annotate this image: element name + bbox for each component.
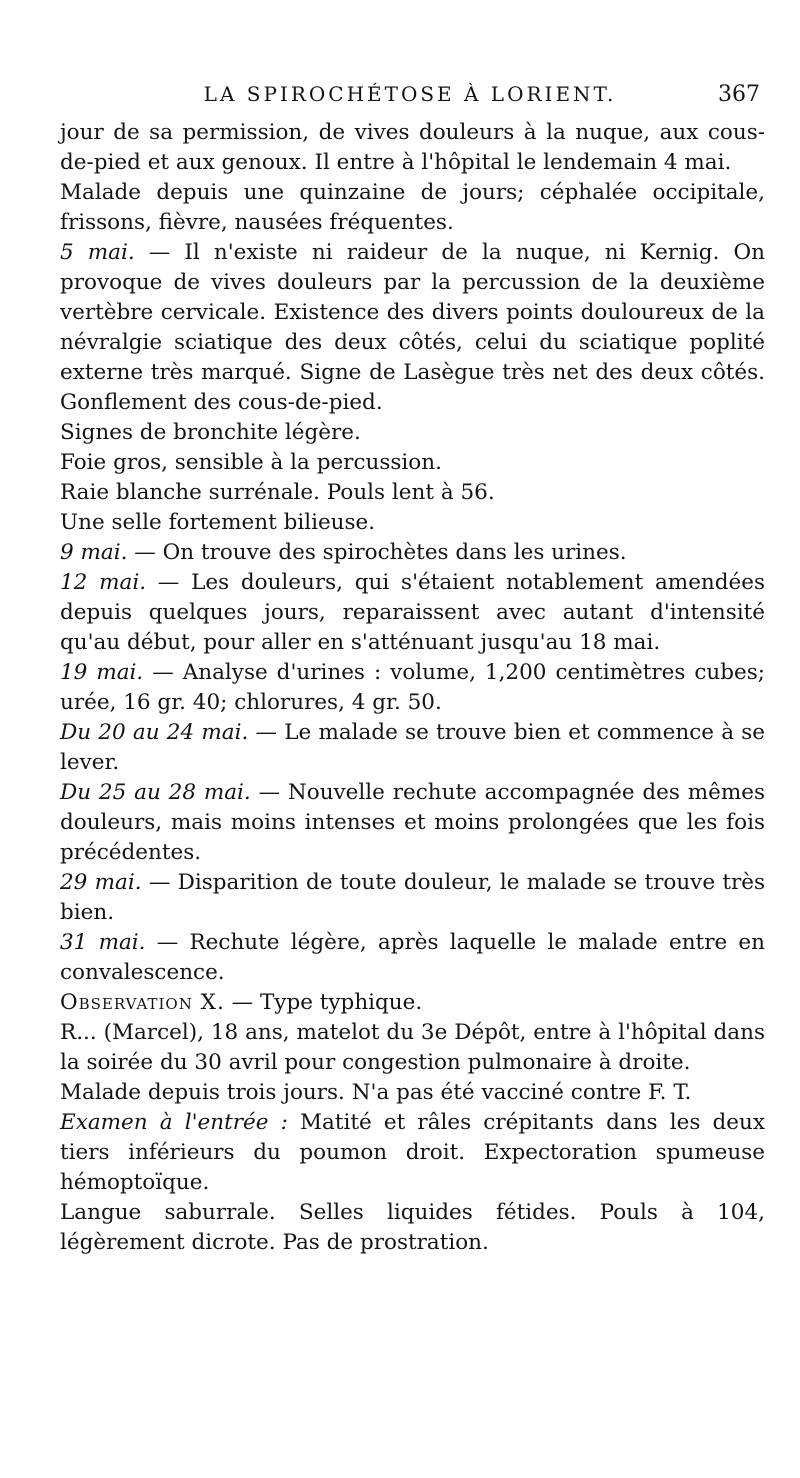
paragraph-continuation: [60, 118, 765, 178]
dated-entry: [60, 868, 765, 928]
entry-date: 5 mai.: [60, 240, 135, 265]
paragraph-text: Signes de bronchite légère.: [60, 420, 361, 445]
paragraph-text: R... (Marcel), 18 ans, matelot du 3e Dépôt, entre à l'hôpital dans la soirée du 30 avril pour congestion pulmonaire à droite.: [60, 1020, 765, 1075]
observation-heading: [60, 988, 765, 1018]
observation-paragraph: [60, 1078, 765, 1108]
entry-date: 12 mai.: [60, 570, 147, 595]
paragraph: [60, 418, 765, 448]
page-body: [60, 118, 765, 1258]
entry-text: — Analyse d'urines : volume, 1,200 centimètres cubes; urée, 16 gr. 40; chlorures, 4 gr. 50.: [60, 660, 766, 715]
paragraph: [60, 178, 765, 238]
entry-text: — Le malade se trouve bien et commence à se lever.: [60, 720, 765, 775]
dated-entry: [60, 928, 765, 988]
entry-date: 19 mai.: [60, 660, 144, 685]
page-header: [60, 80, 760, 112]
dated-entry: [60, 778, 765, 868]
paragraph-text: Malade depuis trois jours. N'a pas été vacciné contre F. T.: [60, 1080, 692, 1105]
entry-text: — Nouvelle rechute accompagnée des mêmes douleurs, mais moins intenses et moins prolongées que les fois précédentes.: [60, 780, 765, 865]
observation-type: — Type typhique.: [224, 990, 423, 1015]
entry-text: — On trouve des spirochètes dans les urines.: [127, 540, 627, 565]
entry-date: 31 mai.: [60, 930, 146, 955]
entry-date: Du 25 au 28 mai.: [60, 780, 251, 805]
entry-text: — Les douleurs, qui s'étaient notablement amendées depuis quelques jours, reparaissent avec autant d'intensité qu'au début, pour aller en s'atténuant jusqu'au 18 mai.: [60, 570, 766, 655]
dated-entry: [60, 568, 765, 658]
paragraph-text: Malade depuis une quinzaine de jours; céphalée occipitale, frissons, fièvre, nausées fréquentes.: [60, 180, 765, 235]
entry-date: Du 20 au 24 mai.: [60, 720, 249, 745]
paragraph-text: jour de sa permission, de vives douleurs à la nuque, aux cous-de-pied et aux genoux. Il entre à l'hôpital le lendemain 4 mai.: [60, 120, 765, 175]
paragraph: [60, 448, 765, 478]
paragraph: [60, 478, 765, 508]
paragraph-text: Matité et râles crépitants dans les deux tiers inférieurs du poumon droit. Expectoration spumeuse hémoptoïque.: [60, 1110, 765, 1195]
paragraph-text: Foie gros, sensible à la percussion.: [60, 450, 442, 475]
observation-paragraph: [60, 1198, 765, 1258]
entry-date: 29 mai.: [60, 870, 142, 895]
paragraph-text: Langue saburrale. Selles liquides fétides. Pouls à 104, légèrement dicrote. Pas de prostration.: [60, 1200, 765, 1255]
entry-text: — Rechute légère, après laquelle le malade entre en convalescence.: [60, 930, 765, 985]
page-number: 367: [718, 82, 760, 107]
paragraph: [60, 508, 765, 538]
observation-title: Observation X.: [60, 990, 225, 1015]
entry-text: — Il n'existe ni raideur de la nuque, ni Kernig. On provoque de vives douleurs par la percussion de la deuxième vertèbre cervicale. Existence des divers points douloureux de la névralgie sciatique des deux côtés, celui du sciatique poplité externe très marqué. Signe de Lasègue très net des deux côtés. Gonflement des cous-de-pied.: [60, 240, 765, 415]
paragraph-text: Raie blanche surrénale. Pouls lent à 56.: [60, 480, 495, 505]
dated-entry: [60, 718, 765, 778]
dated-entry: [60, 238, 765, 418]
running-title: LA SPIROCHÉTOSE À LORIENT.: [203, 82, 617, 106]
entry-date: 9 mai.: [60, 540, 128, 565]
paragraph-text: Une selle fortement bilieuse.: [60, 510, 376, 535]
entry-text: — Disparition de toute douleur, le malade se trouve très bien.: [60, 870, 765, 925]
dated-entry: [60, 538, 765, 568]
observation-paragraph: [60, 1108, 765, 1198]
exam-label: Examen à l'entrée :: [60, 1110, 288, 1135]
dated-entry: [60, 658, 765, 718]
observation-paragraph: [60, 1018, 765, 1078]
